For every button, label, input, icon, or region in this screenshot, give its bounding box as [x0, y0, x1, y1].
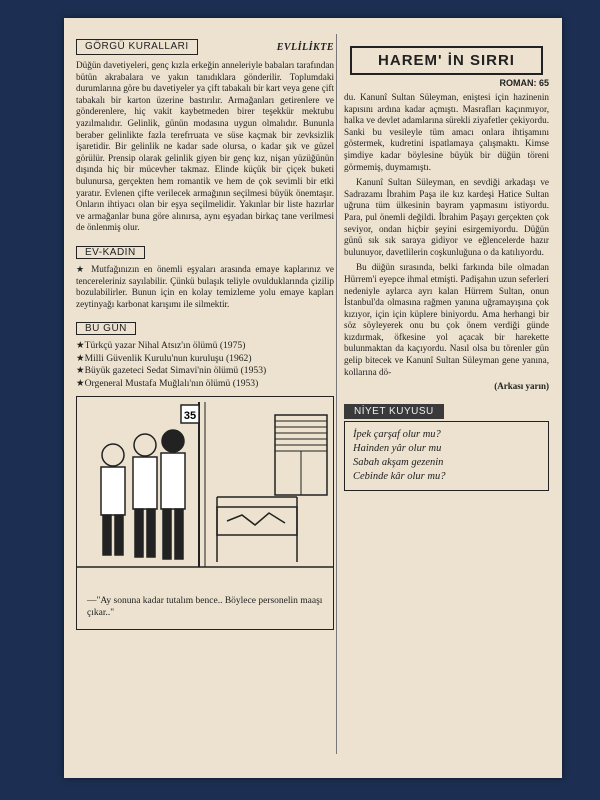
poem-line: Hainden yâr olur mu [353, 443, 442, 455]
serial-paragraph: du. Kanunî Sultan Süleyman, eniştesi için hazinenin kapısını ardına kadar açmıştı. Masrafları kaçınmıyor, halka ve devlet adamlarına sürekli ziyafetler çekiyordu. Sanki bu vesileyle tüm amacı onlara ihtişamını göstermek, kudretini ispatlamaya çalışmaktı. Kimse şimdiye kadar böylesine büyük bir düğün töreni görmemiş, duymamıştı. [344, 92, 549, 172]
list-item: ★ Milli Güvenlik Kurulu'nun kuruluşu (1962) [76, 353, 334, 365]
serial-paragraph: Bu düğün sırasında, belki farkında bile olmadan Hürrem'i eyepce ihmal etmişti. Padişahın uzun seferleri nedeniyle aylarca ayrı kalan Hürrem Sultan, onun İstanbul'da olmasına rağmen yanına uğramayışına çok kızıyor, için için küplere biniyordu. Ama herhangi bir söz söyleyerek onu bu çok önem verdiği günde kızdırmak, öfkesine yol açacak bir harekette bulunmaktan da kaçıyordu. Nasıl olsa bu törenler gün gelip bitecek ve Kanunî Sultan Süleyman gene yanına, kollarına dö- [344, 262, 549, 377]
serial-title: HAREM' İN SIRRI [350, 46, 543, 75]
niyet-poem [344, 421, 549, 491]
cartoon-panel [76, 396, 334, 630]
roman-number: ROMAN: 65 [499, 78, 549, 88]
ev-kadin-body: ★ Mutfağınızın en önemli eşyaları arasında emaye kaplarınız ve tencereleriniz sayılabilir. Çünkü bulaşık teliyle ovulduklarında çizilip bozulabilirler. Bunun için en kolay temizleme yolu emaye kapları zeytinyağı karbonat karışımı ile silmektir. [76, 263, 334, 309]
poem-line: Sabah akşam gezenin [353, 457, 444, 469]
left-column [76, 38, 334, 630]
evlilikte-tag: EVLİLİKTE [276, 41, 334, 53]
gorgu-header [76, 38, 334, 56]
gorgu-kurallari-label: GÖRGÜ KURALLARI [76, 39, 198, 55]
bu-gun-list [76, 340, 334, 390]
cartoon-illustration [77, 397, 333, 587]
list-item: ★ Büyük gazeteci Sedat Simavi'nin ölümü (1953) [76, 365, 334, 377]
ev-kadin-section [76, 242, 334, 310]
cartoon-caption: —"Ay sonuna kadar tutalım bence.. Böylece personelin maaşı çıkar.." [87, 595, 323, 618]
list-item: ★ Türkçü yazar Nihal Atsız'ın ölümü (1975) [76, 340, 334, 352]
continued-label: (Arkası yarın) [494, 381, 549, 392]
newspaper-clipping [64, 18, 562, 778]
gorgu-body: Düğün davetiyeleri, genç kızla erkeğin anneleriyle babaları tarafından bütün akrabalara ve yakın tanıdıklara gönderilir. Toplumdaki durumlarına göre bu davetiyeler ya çift tabakalı bir kart veya gene çift tabakalı bir karton üzerine bastırılır. Armağanları getirenlere ve gönderenlere, hiç vakit kaybetmeden birer teşekkür mektubu yazılmalıdır. Gelinlik, günün modasına uygun olmalıdır. Bununla beraber gelinlikte fazla terefrruata ve süse kaçmak bir zevksizlik işaretidir. Bir gelinlik ne kadar sade olursa, o kadar şık ve güzel görülür. Prensip olarak gelinlik giyen bir genç kız, nişan yüzüğünün dışında hiç bir mücevher takmaz. Elinde küçük bir çiçek buketi bulunursa, gerçekten hem romantik ve hem de çok sevimli bir etki yaratır. Evlenen çifte verilecek armağının seçilmesi büyük önemtaşır. Onların ihtiyacı olan bir eşya seçilmelidir. Yakınlar bir liste hazırlar ve armağanlar buna göre alınırsa, aynı eşyadan birkaç tane verilmesi de önlenmiş olur. [76, 60, 334, 233]
poem-line: Cebinde kâr olur mu? [353, 471, 446, 483]
bu-gun-section [76, 318, 334, 390]
room-number: 35 [183, 409, 197, 422]
poem-line: İpek çarşaf olur mu? [353, 429, 441, 441]
niyet-kuyusu-section [344, 401, 549, 491]
list-item: ★ Orgeneral Mustafa Muğlalı'nın ölümü (1953) [76, 378, 334, 390]
right-column [344, 46, 549, 491]
serial-paragraph: Kanunî Sultan Süleyman, en sevdiği arkadaşı ve Sadrazamı İbrahim Paşa ile kız kardeşi Hatice Sultan uğruna tüm ülkesinin bayram yapmasını istiyordu. Para, pul önemli değildi. İbrahim Paşayı gerçekten çok seviyor, ondan hiçbir şeyini esirgemiyordu. Düğün günü sık sık saraya gidiyor ve eğlencelerde hazır bulunuyor, davetlilerin coşkunluğuna o da katılıyordu. [344, 177, 549, 257]
bu-gun-label: BU GÜN [76, 322, 136, 335]
niyet-kuyusu-label: NİYET KUYUSU [344, 404, 444, 419]
column-divider [336, 34, 337, 754]
ev-kadin-label: EV-KADIN [76, 246, 145, 259]
